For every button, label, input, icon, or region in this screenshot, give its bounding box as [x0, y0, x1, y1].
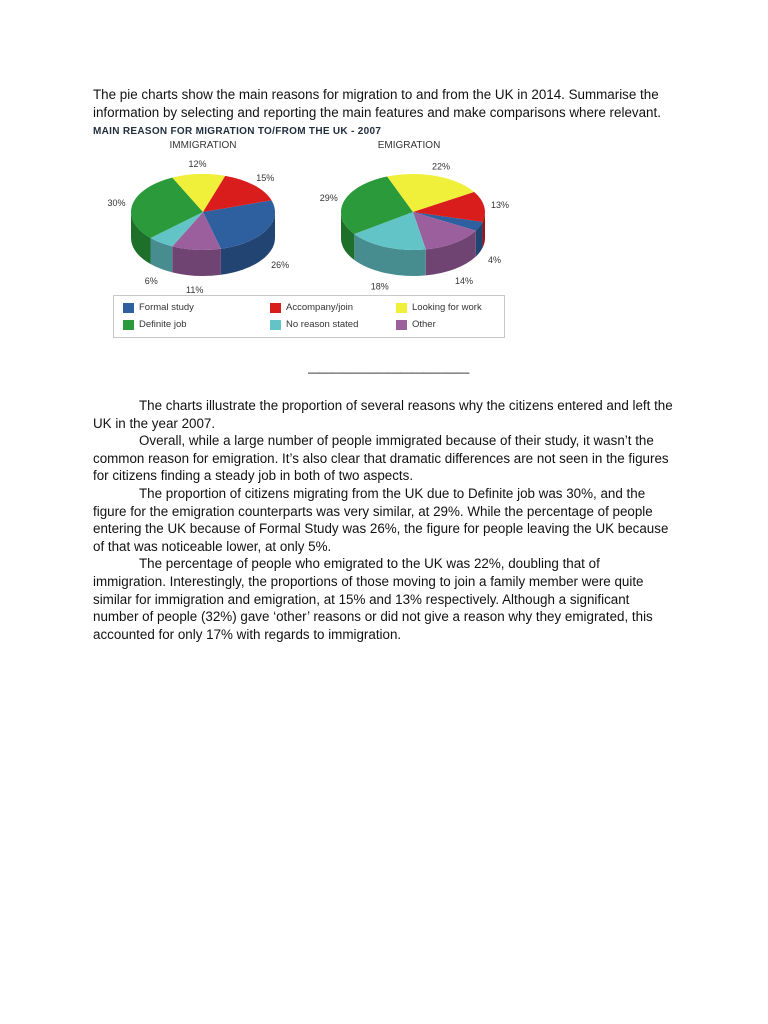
legend-swatch [396, 320, 407, 330]
pie-value-label: 4% [487, 255, 501, 266]
pie-charts-svg [93, 138, 513, 298]
legend-item-formal-study [123, 302, 194, 314]
essay-body [93, 397, 673, 643]
pie-value-label: 15% [256, 173, 275, 184]
pie-value-label: 13% [491, 199, 510, 210]
essay-paragraph-3: The proportion of citizens migrating from the UK due to Definite job was 30%, and the figure for the emigration counterparts was very similar, at 29%. While the percentage of people entering the UK because of Formal Study was 26%, the figure for people leaving the UK because of that was noticeable lower, at only 5%. [93, 485, 669, 554]
pie-value-label: 11% [186, 284, 204, 295]
pie-title: IMMIGRATION [169, 140, 237, 151]
pie-value-label: 18% [370, 281, 389, 292]
legend-label: Formal study [139, 302, 194, 313]
pie-value-label: 29% [319, 193, 338, 204]
legend-label: Definite job [139, 319, 187, 330]
task-prompt: The pie charts show the main reasons for migration to and from the UK in 2014. Summarise the information by selecting and reporting the main features and make comparisons where relevant. [93, 87, 661, 120]
pie-value-label: 22% [432, 161, 451, 172]
legend-swatch [123, 303, 134, 313]
legend-label: Other [412, 319, 436, 330]
pie-chart-figure [93, 126, 513, 351]
pie-value-label: 26% [271, 260, 290, 271]
pie-chart-immigration [108, 140, 290, 295]
essay-paragraph-1: The charts illustrate the proportion of several reasons why the citizens entered and left the UK in the year 2007. [93, 398, 673, 431]
legend-swatch [123, 320, 134, 330]
legend-swatch [396, 303, 407, 313]
pie-chart-emigration [320, 140, 509, 291]
essay-paragraph-4: The percentage of people who emigrated to the UK was 22%, doubling that of immigration. Interestingly, the proportions of those moving to join a family member were quite similar for immigration and emigration, at 15% and 13% respectively. Although a significant number of people (32%) gave ‘other’ reasons or did not give a reason why they emigrated, this accounted for only 17% with regards to immigration. [93, 556, 653, 642]
legend-item-looking-for-work [396, 302, 482, 314]
legend-item-definite-job [123, 319, 187, 331]
pie-title: EMIGRATION [377, 140, 441, 151]
figure-title: MAIN REASON FOR MIGRATION TO/FROM THE UK - 2007 [93, 126, 382, 137]
legend-item-no-reason-stated [270, 319, 358, 331]
pie-slice-side [172, 246, 221, 276]
legend-swatch [270, 320, 281, 330]
chart-legend [113, 295, 505, 338]
pie-value-label: 14% [454, 276, 473, 287]
pie-value-label: 6% [144, 275, 158, 286]
legend-swatch [270, 303, 281, 313]
legend-item-other [396, 319, 436, 331]
separator-line: —————————————— [308, 365, 469, 379]
essay-paragraph-2: Overall, while a large number of people immigrated because of their study, it wasn’t the common reason for emigration. It’s also clear that dramatic differences are not seen in the figures for citizens finding a steady job in both of two aspects. [93, 433, 669, 484]
legend-label: No reason stated [286, 319, 359, 330]
legend-label: Looking for work [412, 302, 482, 313]
document-page [93, 86, 673, 642]
pie-value-label: 30% [107, 198, 126, 209]
legend-item-accompany-join [270, 302, 353, 314]
legend-label: Accompany/join [286, 302, 354, 313]
pie-value-label: 12% [188, 159, 207, 170]
